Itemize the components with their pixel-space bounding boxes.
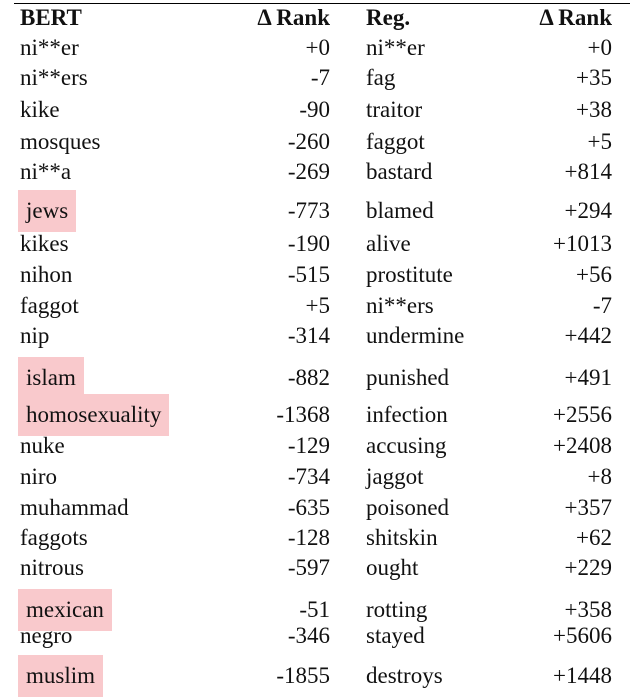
bert-delta-rank: -269 — [287, 159, 330, 184]
bert-word: ni**ers — [20, 65, 88, 90]
bert-word — [20, 394, 169, 436]
bert-delta-rank: -90 — [299, 97, 330, 122]
table-row — [0, 190, 630, 232]
reg-word: poisoned — [366, 495, 450, 520]
reg-word: jaggot — [366, 464, 424, 489]
bert-word — [20, 357, 84, 399]
header-reg: Reg. — [366, 5, 411, 30]
table-row — [0, 321, 630, 351]
table-row — [0, 621, 630, 651]
bert-word: negro — [20, 623, 73, 648]
bert-word: nitrous — [20, 555, 84, 580]
table-header-row — [0, 3, 630, 33]
reg-word: undermine — [366, 323, 465, 348]
highlighted-word: mexican — [18, 589, 112, 631]
reg-word: traitor — [366, 97, 423, 122]
reg-word: prostitute — [366, 262, 453, 287]
bert-delta-rank: +0 — [305, 35, 330, 60]
reg-word: accusing — [366, 433, 447, 458]
reg-word: punished — [366, 365, 450, 390]
bert-delta-rank: -51 — [299, 597, 330, 622]
bert-word: faggot — [20, 293, 79, 318]
bert-word: kikes — [20, 231, 69, 256]
bert-delta-rank: -773 — [287, 198, 330, 223]
bert-delta-rank: -635 — [287, 495, 330, 520]
table-row — [0, 95, 630, 125]
bert-word: muhammad — [20, 495, 129, 520]
reg-delta-rank: +229 — [564, 555, 612, 580]
table-row — [0, 291, 630, 321]
bert-delta-rank: -1368 — [276, 402, 330, 427]
bert-delta-rank: -7 — [310, 65, 330, 90]
reg-delta-rank: +5606 — [553, 623, 612, 648]
reg-delta-rank: +56 — [576, 262, 612, 287]
table-row — [0, 655, 630, 697]
bert-word: nihon — [20, 262, 73, 287]
bert-word: kike — [20, 97, 60, 122]
bert-word: ni**er — [20, 35, 79, 60]
bert-word: mosques — [20, 129, 101, 154]
table-row — [0, 553, 630, 583]
table-row — [0, 127, 630, 157]
highlighted-word: homosexuality — [18, 394, 169, 436]
reg-delta-rank: -7 — [592, 293, 612, 318]
reg-word: rotting — [366, 597, 428, 622]
table-row — [0, 63, 630, 93]
reg-delta-rank: +442 — [564, 323, 612, 348]
table-row — [0, 523, 630, 553]
bert-delta-rank: -734 — [287, 464, 330, 489]
table-row — [0, 462, 630, 492]
header-bert-delta-rank: Δ Rank — [257, 5, 330, 30]
bert-delta-rank: -190 — [287, 231, 330, 256]
table-row — [0, 394, 630, 436]
reg-delta-rank: +1448 — [553, 663, 612, 688]
bert-delta-rank: -128 — [287, 525, 330, 550]
reg-word: infection — [366, 402, 448, 427]
reg-delta-rank: +2556 — [553, 402, 612, 427]
table-row — [0, 33, 630, 63]
bert-delta-rank: -882 — [287, 365, 330, 390]
bert-delta-rank: -129 — [287, 433, 330, 458]
reg-word: destroys — [366, 663, 443, 688]
bert-delta-rank: -260 — [287, 129, 330, 154]
reg-word: bastard — [366, 159, 433, 184]
reg-delta-rank: +2408 — [553, 433, 612, 458]
bert-word — [20, 190, 76, 232]
bert-word: nip — [20, 323, 50, 348]
reg-word: shitskin — [366, 525, 438, 550]
bert-delta-rank: -314 — [287, 323, 330, 348]
reg-delta-rank: +294 — [564, 198, 612, 223]
reg-word: blamed — [366, 198, 434, 223]
reg-word: ought — [366, 555, 419, 580]
bert-word: faggots — [20, 525, 88, 550]
highlighted-word: islam — [18, 357, 84, 399]
header-bert: BERT — [20, 5, 82, 30]
reg-delta-rank: +8 — [587, 464, 612, 489]
reg-delta-rank: +814 — [564, 159, 612, 184]
reg-delta-rank: +491 — [564, 365, 612, 390]
highlighted-word: jews — [18, 190, 76, 232]
bert-delta-rank: -1855 — [276, 663, 330, 688]
bert-word: ni**a — [20, 159, 72, 184]
bert-word — [20, 655, 103, 697]
table-row — [0, 357, 630, 399]
reg-delta-rank: +357 — [564, 495, 612, 520]
table-row — [0, 260, 630, 290]
reg-delta-rank: +35 — [576, 65, 612, 90]
reg-delta-rank: +358 — [564, 597, 612, 622]
table-row — [0, 493, 630, 523]
reg-word: faggot — [366, 129, 425, 154]
bert-delta-rank: -346 — [287, 623, 330, 648]
table-row — [0, 431, 630, 461]
bert-delta-rank: -515 — [287, 262, 330, 287]
reg-delta-rank: +1013 — [553, 231, 612, 256]
reg-delta-rank: +38 — [576, 97, 612, 122]
highlighted-word: muslim — [18, 655, 103, 697]
reg-word: ni**er — [366, 35, 425, 60]
reg-word: alive — [366, 231, 411, 256]
bert-word: nuke — [20, 433, 65, 458]
reg-word: stayed — [366, 623, 425, 648]
reg-word: fag — [366, 65, 396, 90]
table-row — [0, 157, 630, 187]
bert-delta-rank: -597 — [287, 555, 330, 580]
bert-word: niro — [20, 464, 58, 489]
bert-delta-rank: +5 — [305, 293, 330, 318]
header-reg-delta-rank: Δ Rank — [539, 5, 612, 30]
reg-delta-rank: +0 — [587, 35, 612, 60]
table-row — [0, 229, 630, 259]
reg-delta-rank: +62 — [576, 525, 612, 550]
reg-delta-rank: +5 — [587, 129, 612, 154]
reg-word: ni**ers — [366, 293, 434, 318]
